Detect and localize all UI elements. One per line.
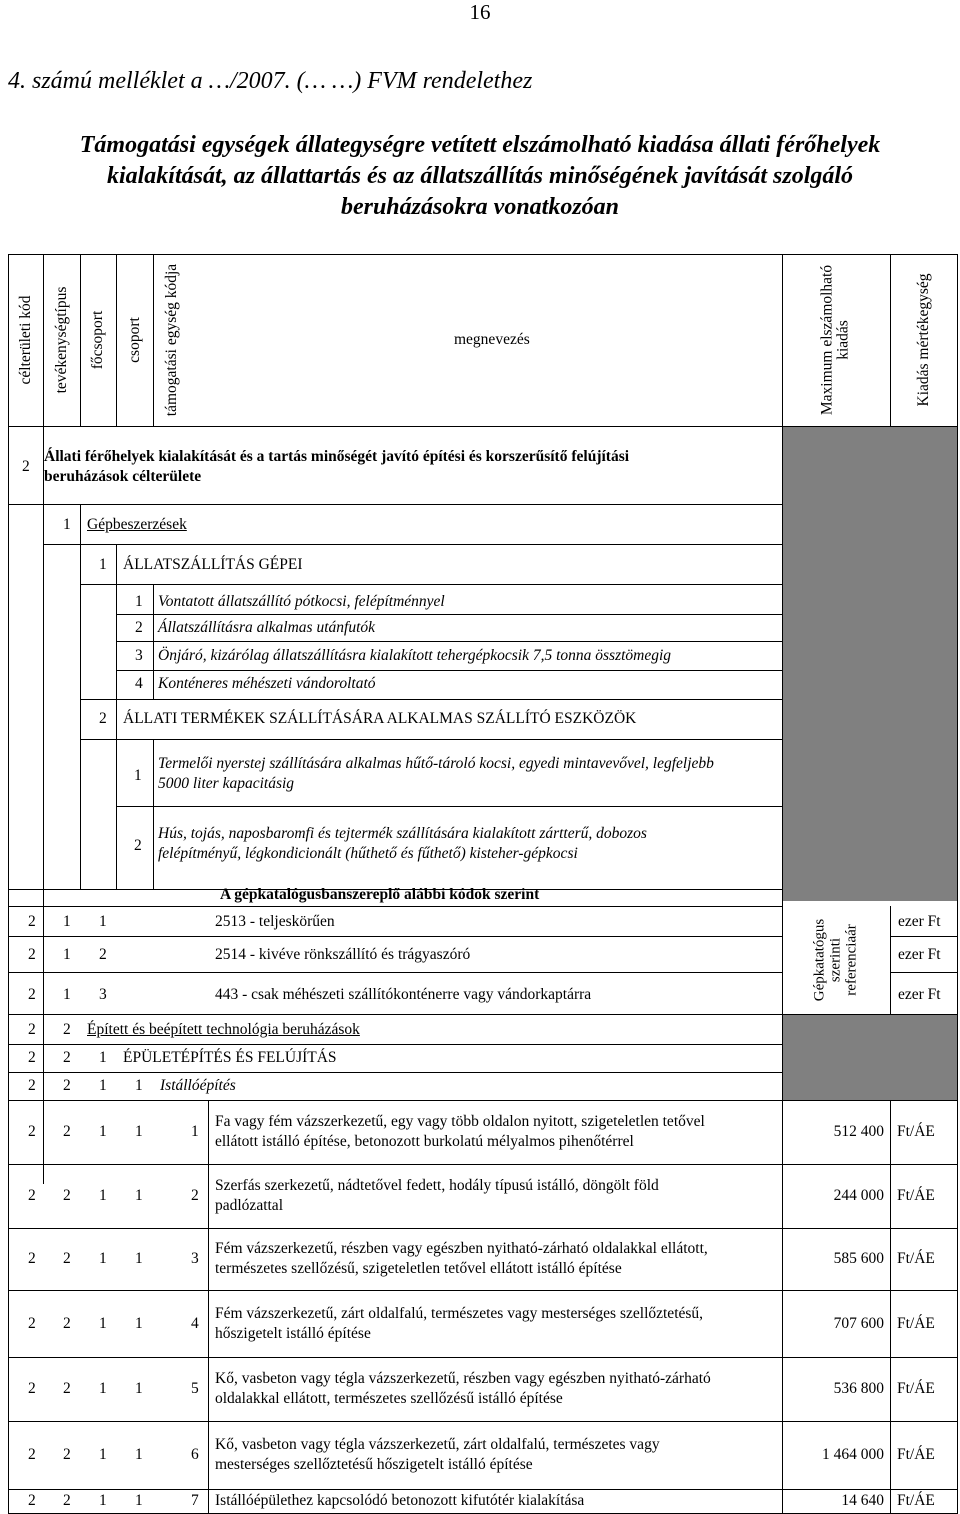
header-celteruleti-kod: célterületi kód <box>16 295 34 385</box>
row-code: 7 <box>191 1492 199 1509</box>
row-divider <box>43 426 44 504</box>
table-border <box>957 254 958 1514</box>
istallo-label: Istállóépítés <box>160 1077 236 1094</box>
catalogue-label: 2514 - kivéve rönkszállító és trágyaszóró <box>215 946 471 963</box>
row-code: 1 <box>134 767 142 784</box>
row-rule <box>8 1164 958 1165</box>
row-code: 1 <box>135 1446 143 1463</box>
barn-description: Kő, vasbeton vagy tégla vázszerkezetű, zárt oldalfalú, természetes vagy mesterséges szellőztetésű hőszigetelt istálló építése <box>215 1436 660 1473</box>
row-divider <box>80 504 81 544</box>
row-code: 2 <box>63 1123 71 1140</box>
item-label: Állatszállításra alkalmas utánfutók <box>158 619 376 636</box>
catalogue-label: 2513 - teljeskörűen <box>215 913 335 930</box>
title-line-1: Támogatási egységek állategységre vetített elszámolható kiadása állati férőhelyek <box>79 132 881 158</box>
barn-description: Fém vázszerkezetű, részben vagy egészben nyitható-zárható oldalakkal ellátott, természetes szellőzésű, szigeteletlen tetővel ellátott istálló építése <box>215 1240 708 1277</box>
allatszallitas-label: ÁLLATSZÁLLÍTÁS GÉPEI <box>123 556 303 573</box>
unit-label: Ft/ÁE <box>897 1187 935 1204</box>
row-code: 2 <box>28 1446 36 1463</box>
row-code: 1 <box>63 986 71 1003</box>
row-code: 2 <box>28 913 36 930</box>
row-code: 2 <box>134 837 142 854</box>
annex-heading: 4. számú melléklet a …/2007. (… …) FVM rendelethez <box>8 68 533 94</box>
katalogus-heading: A gépkatalógusbanszereplő alábbi kódok szerint <box>220 886 540 903</box>
row-code: 2 <box>28 1492 36 1509</box>
row-code: 1 <box>135 1314 143 1332</box>
row-code: 5 <box>191 1380 199 1397</box>
row-rule <box>116 641 782 642</box>
header-divider <box>116 254 117 426</box>
row-divider <box>43 504 44 1184</box>
row-rule <box>890 972 958 973</box>
row-code: 1 <box>99 1123 107 1140</box>
title-line-2: kialakítását, az állattartás és az állatszállítás minőségének javítását szolgáló <box>106 163 854 189</box>
header-divider <box>80 254 81 426</box>
header-divider <box>890 254 891 426</box>
row-rule <box>8 1100 958 1101</box>
item-label: Termelői nyerstej szállítására alkalmas hűtő-tároló kocsi, egyedi mintavevővel, legfeljebb 5000 liter kapacitásig <box>158 755 714 792</box>
row-code: 1 <box>99 1049 107 1066</box>
row-code: 1 <box>99 1187 107 1204</box>
row-code: 2 <box>63 1446 71 1463</box>
row-divider <box>890 1100 891 1514</box>
gepbeszerzesek-label: Gépbeszerzések <box>87 516 187 533</box>
row-code: 1 <box>135 1077 143 1094</box>
shaded-cell-block <box>782 426 958 901</box>
row-code: 2 <box>63 1187 71 1204</box>
row-code: 1 <box>99 1077 107 1094</box>
header-bottom-rule <box>8 426 958 427</box>
max-amount: 14 640 <box>841 1492 884 1509</box>
row-code: 1 <box>63 516 71 533</box>
max-amount: 512 400 <box>833 1123 884 1140</box>
unit-label: ezer Ft <box>898 986 941 1003</box>
row-code: 1 <box>99 1314 107 1332</box>
row-rule <box>8 504 782 505</box>
row-rule <box>80 584 782 585</box>
row-rule <box>8 936 782 937</box>
row-divider <box>116 544 117 584</box>
row-code: 1 <box>135 593 143 610</box>
header-tamogatasi-egyseg-kodja: támogatási egység kódja <box>162 263 180 417</box>
row-code: 1 <box>135 1123 143 1140</box>
row-code: 2 <box>63 1250 71 1267</box>
row-code: 1 <box>99 1380 107 1397</box>
termek-label: ÁLLATI TERMÉKEK SZÁLLÍTÁSÁRA ALKALMAS SZÁLLÍTÓ ESZKÖZÖK <box>123 710 637 727</box>
row-rule <box>8 1044 782 1045</box>
page-number: 16 <box>469 0 491 24</box>
row-rule <box>116 670 782 671</box>
row-code: 2 <box>99 710 107 727</box>
max-amount: 585 600 <box>833 1250 884 1267</box>
row-code: 2 <box>28 1314 36 1332</box>
item-label: Konténeres méhészeti vándoroltató <box>158 675 376 692</box>
row-rule <box>43 544 782 545</box>
unit-label: ezer Ft <box>898 913 941 930</box>
row-code: 2 <box>191 1187 199 1204</box>
row-code: 1 <box>135 1380 143 1397</box>
unit-label: Ft/ÁE <box>897 1446 935 1463</box>
row-rule <box>8 1072 782 1073</box>
header-kiadas-mertekegyseg: Kiadás mértékegység <box>914 273 932 407</box>
max-amount: 1 464 000 <box>822 1446 884 1463</box>
row-code: 1 <box>99 556 107 573</box>
barn-description: Istállóépülethez kapcsolódó betonozott kifutótér kialakítása <box>215 1492 585 1509</box>
table-border <box>8 254 9 1514</box>
catalogue-label: 443 - csak méhészeti szállítókonténerre vagy vándorkaptárra <box>215 986 592 1003</box>
row-code: 2 <box>63 1021 71 1038</box>
epitett-label: Épített és beépített technológia beruházások <box>87 1021 360 1038</box>
row-code: 2 <box>28 1049 36 1066</box>
row-rule <box>8 1290 958 1291</box>
unit-label: Ft/ÁE <box>897 1314 935 1332</box>
row-code: 2 <box>28 1123 36 1140</box>
table-border <box>8 254 958 255</box>
row-code: 2 <box>63 1314 71 1332</box>
support-unit-table <box>8 254 958 1514</box>
row-code: 2 <box>28 946 36 963</box>
header-divider <box>43 254 44 426</box>
row-rule <box>80 699 782 700</box>
unit-label: Ft/ÁE <box>897 1123 935 1140</box>
row-code: 1 <box>135 1187 143 1204</box>
document-title <box>10 130 950 223</box>
row-divider <box>116 699 117 739</box>
row-code: 2 <box>63 1049 71 1066</box>
row-code: 1 <box>63 946 71 963</box>
row-divider <box>208 1100 209 1514</box>
row-divider <box>80 544 81 889</box>
row-rule <box>890 936 958 937</box>
row-code: 2 <box>28 1021 36 1038</box>
row-code: 2 <box>63 1077 71 1094</box>
row-code: 2 <box>28 1250 36 1267</box>
row-code: 1 <box>135 1250 143 1267</box>
row-code: 1 <box>135 1492 143 1509</box>
row-code: 1 <box>63 913 71 930</box>
row-code: 2 <box>28 1187 36 1204</box>
max-amount: 707 600 <box>833 1314 884 1332</box>
row-rule <box>8 1357 958 1358</box>
row-rule <box>116 614 782 615</box>
header-csoport: csoport <box>125 317 143 363</box>
row-code: 4 <box>135 675 143 692</box>
item-label: Hús, tojás, naposbaromfi és tejtermék szállítására kialakított zártterű, dobozos felépítményű, légkondicionált (hűthető és fűthető) kisteher-gépkocsi <box>158 825 647 862</box>
barn-description: Szerfás szerkezetű, nádtetővel fedett, hodály típusú istálló, döngölt föld padlózattal <box>215 1177 659 1214</box>
row-code: 1 <box>99 1250 107 1267</box>
item-label: Vontatott állatszállító pótkocsi, felépítménnyel <box>158 593 445 610</box>
row-code: 4 <box>191 1314 199 1332</box>
section-code: 2 <box>22 458 30 475</box>
max-amount: 244 000 <box>833 1187 884 1204</box>
barn-description: Kő, vasbeton vagy tégla vázszerkezetű, részben vagy egészben nyitható-zárható oldalakkal ellátott, természetes szellőzésű istálló építése <box>215 1370 711 1407</box>
unit-label: ezer Ft <box>898 946 941 963</box>
row-code: 2 <box>63 1380 71 1397</box>
unit-label: Ft/ÁE <box>897 1492 935 1509</box>
header-megnevezes: megnevezés <box>454 331 530 348</box>
header-maximum-kiadas: Maximum elszámolható kiadás <box>818 264 852 416</box>
row-code: 2 <box>135 619 143 636</box>
row-divider <box>116 739 117 889</box>
row-rule <box>8 906 782 907</box>
row-code: 3 <box>99 986 107 1003</box>
shaded-cell-block <box>782 1014 958 1100</box>
row-code: 2 <box>63 1492 71 1509</box>
header-tevekenysegtipus: tevékenységtípus <box>52 286 70 394</box>
row-code: 1 <box>99 913 107 930</box>
row-rule <box>8 1228 958 1229</box>
row-rule <box>80 739 782 740</box>
row-rule <box>8 972 782 973</box>
row-code: 2 <box>28 986 36 1003</box>
epulet-label: ÉPÜLETÉPÍTÉS ÉS FELÚJÍTÁS <box>123 1049 337 1066</box>
unit-label: Ft/ÁE <box>897 1380 935 1397</box>
row-rule <box>116 806 782 807</box>
max-amount: 536 800 <box>833 1380 884 1397</box>
row-rule <box>8 1489 958 1490</box>
row-code: 2 <box>99 946 107 963</box>
barn-description: Fa vagy fém vázszerkezetű, egy vagy több oldalon nyitott, szigeteletlen tetővel ellátott istálló építése, betonozott burkolatú mélyalmos pihenőtérrel <box>215 1113 705 1150</box>
section-title: Állati férőhelyek kialakítását és a tartás minőségét javító építési és korszerűsítő felújítási beruházások célterülete <box>44 448 630 485</box>
title-line-3: beruházásokra vonatkozóan <box>340 194 620 220</box>
row-rule <box>8 1014 958 1015</box>
row-code: 3 <box>191 1250 199 1267</box>
row-code: 3 <box>135 647 143 664</box>
row-code: 6 <box>191 1446 199 1463</box>
row-code: 2 <box>28 1077 36 1094</box>
row-divider <box>153 739 154 889</box>
item-label: Önjáró, kizárólag állatszállításra kialakított tehergépkocsik 7,5 tonna össztömegig <box>158 647 672 664</box>
row-code: 2 <box>28 1380 36 1397</box>
row-code: 1 <box>99 1492 107 1509</box>
row-code: 1 <box>99 1446 107 1463</box>
row-code: 1 <box>191 1123 199 1140</box>
row-divider <box>890 906 891 1014</box>
unit-label: Ft/ÁE <box>897 1250 935 1267</box>
header-focsoport: főcsoport <box>88 310 106 370</box>
reference-price-label: Gépkatatógus szerinti referenciaár <box>811 918 859 1002</box>
barn-description: Fém vázszerkezetű, zárt oldalfalú, természetes vagy mesterséges szellőztetésű, hőszigetelt istálló építése <box>215 1304 704 1342</box>
header-divider <box>153 254 154 426</box>
row-rule <box>8 1421 958 1422</box>
